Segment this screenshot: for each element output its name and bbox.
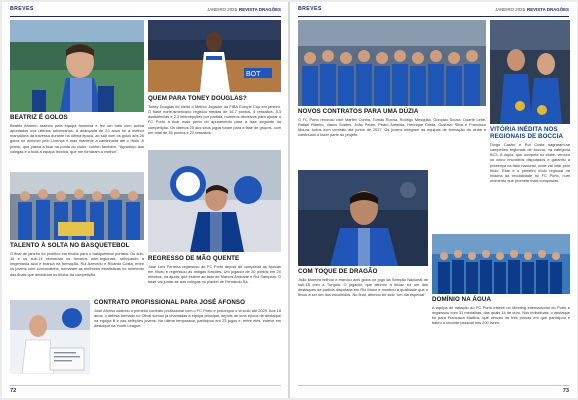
toque-dragao-body: João Moreira brilhou e marcou dois golos no jogo da Seleção Nacional de sub-15 com a Turquia. O jogador, que alinhou a titular, foi um dos destaques da partida disputada em Rio Maior e mostrou a qualidade que o levou a ser um dos escolhidos. No final, afirmou ter sido "um dia especial". <box>298 277 428 298</box>
beatriz-body: Beatriz Amorim assinou pela equipa feminina e fez um mês com acima apontados nos últimos adversários. A avançada de 23 anos foi a melhor marcadora da travessa durante na última época, ao sair com os golos aos 26 golos no domínio pelo Licença e mas manteve a caminhada até o título. A jovem, que passa a ficar na ponta do clube, contou também: "Agradeço aos colegas e a toda a equipa técnica, que me tornaram a melhor". <box>10 123 144 154</box>
novos-contratos-body: O FC Porto renovou com Martim Cunha, Tomás Rocha, Rodrigo Mesquita, Gonçalo Sousa, Duarte Leite, Rafael Ribeiro, Vasco Soares, João Pedro, Pedro Almeida, Henrique Costa, Gustavo Silva e Francisco Moura, todos com contrato até junho de 2027. Os jovens integram as equipas de formação do clube e continuam a fazer parte do projeto. <box>298 117 486 138</box>
page-number-right: 73 <box>562 388 569 394</box>
talento-title: TALENTO À SOLTA NO BASQUETEBOL <box>10 242 130 249</box>
section-label: BREVES <box>298 6 322 12</box>
contrato-title: CONTRATO PROFISSIONAL PARA JOSÉ AFONSO <box>94 299 246 306</box>
footer-rule <box>298 385 569 386</box>
contrato-photo <box>10 300 90 374</box>
toque-dragao-title: COM TOQUE DE DRAGÃO <box>298 268 378 275</box>
dominio-agua-title: DOMÍNIO NA ÁGUA <box>432 296 492 303</box>
svg-text:BOT: BOT <box>246 71 261 78</box>
beatriz-title: BEATRIZ É GOLOS <box>10 114 68 121</box>
section-label: BREVES <box>10 6 34 12</box>
issue-label: JANEIRO 2025 REVISTA DRAGÕES <box>495 6 569 12</box>
header-rule <box>10 16 281 17</box>
boccia-body: Diogo Castro e Rui Costa sagraram-se campeões regionais de boccia, na categoria BC3. A dupla, que compete no clube, venceu os cinco encontros disputados e garantiu a presença na fase nacional, onde vai lutar pelo título. Este é o primeiro título regional na história da modalidade no FC Porto, num momento que promete mais conquistas. <box>490 142 570 184</box>
contrato-body: José Afonso assinou o primeiro contrato profissional com o FC Porto e prolongou o vínculo até 2029. Aos 18 anos, o defesa formado no Olival somou já chamadas à equipa principal, depois de uma época de destaque na equipa B e nas seleções jovens. Na última temporada, participou em 23 jogos e, entre eles, esteve em destaque na Youth League. <box>94 308 281 329</box>
issue-label: JANEIRO 2025 REVISTA DRAGÕES <box>207 6 281 12</box>
regresso-title: REGRESSO DE MÃO QUENTE <box>148 255 240 262</box>
footer-rule <box>10 385 281 386</box>
boccia-title: VITÓRIA INÉDITA NOS REGIONAIS DE BOCCIA <box>490 126 564 140</box>
beatriz-photo <box>10 20 144 112</box>
regresso-photo <box>148 150 281 252</box>
toney-photo <box>148 20 281 92</box>
page-number-left: 72 <box>10 388 17 394</box>
toney-title: QUEM PARA TONEY DOUGLAS? <box>148 95 247 102</box>
right-page-header <box>290 2 577 16</box>
dominio-agua-photo <box>432 234 570 294</box>
left-page <box>2 2 289 398</box>
talento-body: O final de janeiro foi prolífico em títulos para o basquetebol portista. Os sub-16 e os sub-14 venceram os torneios inter-regionais, reforçando a hegemonia azul e branca na formação. Rui Azevedo e Ricardo Costa, entre os jovens com convocatória, somaram as melhores estatísticas no momento das finais que decidiram os títulos da competição. <box>10 251 144 277</box>
left-page-header <box>2 2 289 16</box>
regresso-body: José Luís Ferreira regressou ao FC Porto depois de completar as épocas em Viseu e regressou às antigas funções. Um jogador de 20 pontos em 20 minutos, na ajuda, que esteve ao lado de Marcos Andrade e Rui Sampaio. O base vai juntar-se aos colegas no plantel de Fernando Sá. <box>148 264 281 285</box>
novos-contratos-photo <box>298 20 486 106</box>
dominio-agua-body: A equipa de natação do FC Porto esteve no Meeting Internacional do Porto e regressou com 31 medalhas, das quais 14 de ouro. Nos individuais, o destaque foi para Francisca Martins, que venceu as três provas em que participou e bateu o recorde pessoal nos 200 livres. <box>432 305 570 326</box>
talento-photo <box>10 172 144 240</box>
boccia-photo <box>490 20 570 124</box>
toney-body: Toney Douglas foi eleito o Melhor Jogador da FIBA Europe Cup em janeiro. O base norte-americano registou médias de 16,7 pontos, 4 ressaltos, 5,3 assistências e 2,3 intercepções por partida, números decisivos para ajudar o FC Porto a ficar mais perto do apuramento para a fase seguinte da competição. Os últimos 25 dos seus jogos foram para a fase de grupos, com um total de 35 pontos e 22 ressaltos. <box>148 104 281 135</box>
right-page <box>290 2 577 398</box>
toque-dragao-photo <box>298 170 428 266</box>
header-rule <box>298 16 569 17</box>
novos-contratos-title: NOVOS CONTRATOS PARA UMA DÚZIA <box>298 108 419 115</box>
